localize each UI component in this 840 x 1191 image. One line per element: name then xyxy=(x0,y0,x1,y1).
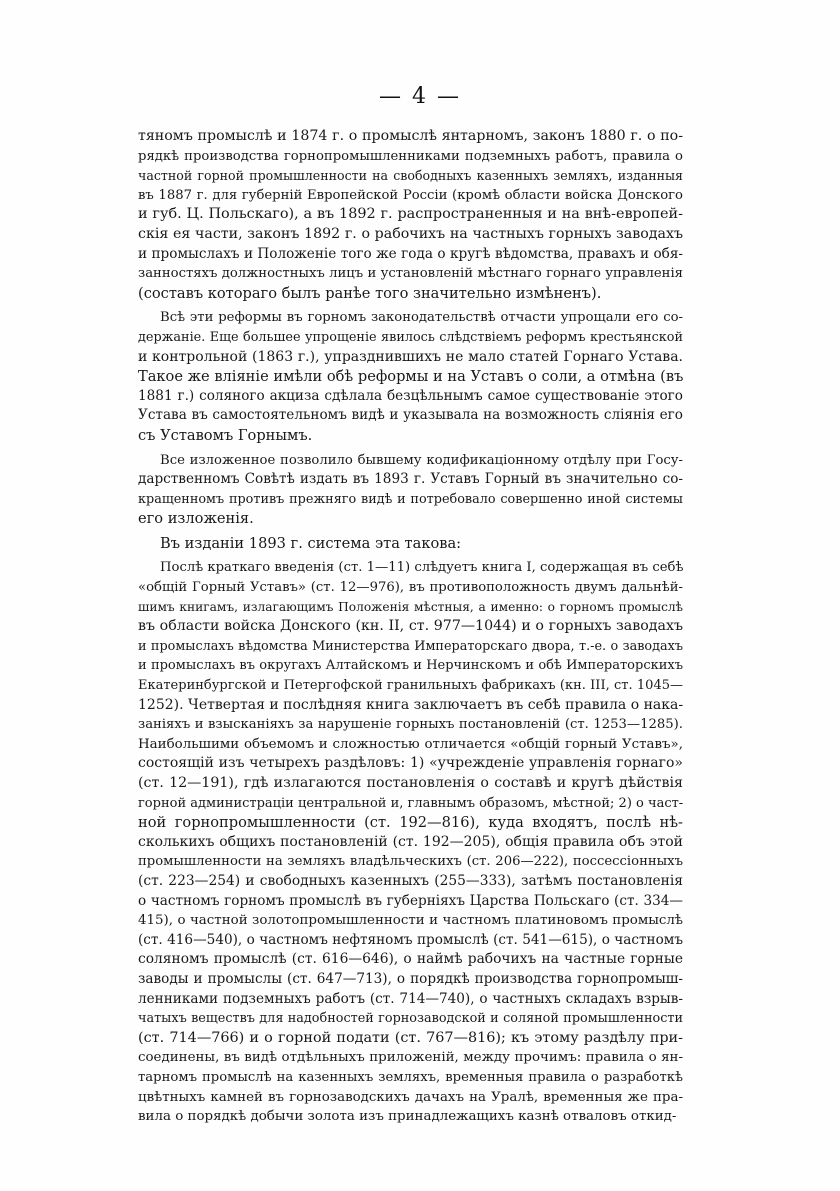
text-line: занностяхъ должностныхъ лицъ и установленій мѣстнаго горнаго управленія xyxy=(138,266,683,282)
text-line: кращенномъ противъ прежняго видѣ и потребовало совершенно иной системы xyxy=(138,491,683,507)
text-line: и губ. Ц. Польскаго), а въ 1892 г. распространенныя и на внѣ-европей- xyxy=(138,206,683,223)
paragraph-2 xyxy=(138,308,683,445)
text-line: ной горнопромышленности (ст. 192—816), куда входятъ, послѣ нѣ- xyxy=(138,814,683,832)
text-line: «общій Горный Уставъ» (ст. 12—976), въ противоположность двумъ дальнѣй- xyxy=(138,580,683,596)
text-line: цвѣтныхъ камней въ горнозаводскихъ дачахъ на Уралѣ, временныя же пра- xyxy=(138,1089,683,1105)
text-line: Устава въ самостоятельномъ видѣ и указывала на возможность слiянія его xyxy=(138,407,683,424)
text-line: Такое же вліяніе имѣли обѣ реформы и на Уставъ о соли, а отмѣна (въ xyxy=(138,368,683,386)
text-line: (ст. 223—254) и свободныхъ казенныхъ (255—333), затѣмъ постановленія xyxy=(138,872,683,889)
text-line: Екатеринбургской и Петергофской гранильныхъ фабрикахъ (кн. III, ст. 1045— xyxy=(138,678,683,694)
text-line: въ области войска Донского (кн. II, ст. 977—1044) и о горныхъ заводахъ xyxy=(138,618,683,635)
text-line: его изложенія. xyxy=(138,510,254,528)
text-line: Всѣ эти реформы въ горномъ законодательствѣ отчасти упрощали его со- xyxy=(160,310,683,326)
text-line: 415), о частной золотопромышленности и частномъ платиновомъ промыслѣ xyxy=(138,913,683,929)
text-line: состоящій изъ четырехъ раздѣловъ: 1) «учрежденіе управленія горнаго» xyxy=(138,755,683,772)
text-line: сколькихъ общихъ постановленій (ст. 192—205), общія правила объ этой xyxy=(138,833,683,850)
text-line: Послѣ краткаго введенія (ст. 1—11) слѣдуетъ книга I, содержащая въ себѣ xyxy=(160,560,683,576)
text-line: и промыслахъ вѣдомства Министерства Императорскаго двора, т.-е. о заводахъ xyxy=(138,638,683,654)
paragraph-1 xyxy=(138,127,683,303)
paragraph-5 xyxy=(138,558,683,1126)
text-line: держаніе. Еще большее упрощеніе явилось слѣдствіемъ реформъ крестьянской xyxy=(138,329,683,345)
text-line: 1881 г.) соляного акциза сдѣлала безцѣльнымъ самое существованіе этого xyxy=(138,387,683,404)
text-line: (ст. 714—766) и о горной подати (ст. 767—816); къ этому раздѣлу при- xyxy=(138,1029,683,1046)
text-line: рядкѣ производства горнопромышленниками подземныхъ работъ, правила о xyxy=(138,148,683,164)
text-line: тарномъ промыслѣ на казенныхъ земляхъ, временныя правила о разработкѣ xyxy=(138,1069,683,1085)
text-line: Въ изданіи 1893 г. система эта такова: xyxy=(160,534,462,552)
text-line: Наибольшими объемомъ и сложностью отличается «общій горный Уставъ», xyxy=(138,736,683,752)
text-line: соляномъ промыслѣ (ст. 616—646), о наймѣ рабочихъ на частные горные xyxy=(138,951,683,968)
text-line: съ Уставомъ Горнымъ. xyxy=(138,426,313,444)
paragraph-4 xyxy=(138,534,683,554)
text-line: шимъ книгамъ, излагающимъ Положенія мѣстныя, а именно: о горномъ промыслѣ xyxy=(138,599,683,614)
text-line: вила о порядкѣ добычи золота изъ принадлежащихъ казнѣ отваловъ откид- xyxy=(138,1109,677,1125)
text-line: (составъ котораго былъ ранѣе того значительно измѣненъ). xyxy=(138,284,602,302)
text-line: 1252). Четвертая и послѣдняя книга заключаетъ въ себѣ правила о нака- xyxy=(138,696,683,713)
text-line: (ст. 12—191), гдѣ излагаются постановленія о составѣ и кругѣ дѣйствія xyxy=(138,775,683,791)
body-text xyxy=(138,127,683,1127)
page-number: — 4 — xyxy=(379,84,461,109)
text-line: и контрольной (1863 г.), упразднившихъ не мало статей Горнаго Устава. xyxy=(138,348,683,365)
text-line: скія ея части, законъ 1892 г. о рабочихъ на частныхъ горныхъ заводахъ xyxy=(138,225,683,242)
text-line: тяномъ промыслѣ и 1874 г. о промыслѣ янтарномъ, законъ 1880 г. о по- xyxy=(138,128,683,144)
text-line: частной горной промышленности на свободныхъ казенныхъ земляхъ, изданныя xyxy=(138,168,683,184)
text-line: и промыслахъ въ округахъ Алтайскомъ и Нерчинскомъ и обѣ Императорскихъ xyxy=(138,658,683,674)
text-line: чатыхъ веществъ для надобностей горнозаводской и соляной промышленности xyxy=(138,1011,683,1027)
paragraph-3 xyxy=(138,451,683,529)
text-line: и промыслахъ и Положеніе того же года о кругѣ вѣдомства, правахъ и обя- xyxy=(138,245,683,262)
text-line: въ 1887 г. для губерній Европейской Россіи (кромѣ области войска Донского xyxy=(138,187,683,203)
text-line: горной администраціи центральной и, главнымъ образомъ, мѣстной; 2) о част- xyxy=(138,795,683,811)
text-line: (ст. 416—540), о частномъ нефтяномъ промыслѣ (ст. 541—615), о частномъ xyxy=(138,931,683,948)
text-line: о частномъ горномъ промыслѣ въ губерніяхъ Царства Польскаго (ст. 334— xyxy=(138,892,683,909)
text-line: дарственномъ Совѣтѣ издать въ 1893 г. Уставъ Горный въ значительно со- xyxy=(138,471,683,488)
text-line: заніяхъ и взысканіяхъ за нарушеніе горныхъ постановленій (ст. 1253—1285). xyxy=(138,717,683,733)
text-line: заводы и промыслы (ст. 647—713), о порядкѣ производства горнопромыш- xyxy=(138,970,683,987)
text-line: Все изложенное позволило бывшему кодификаціонному отдѣлу при Госу- xyxy=(160,452,683,468)
text-line: ленниками подземныхъ работъ (ст. 714—740), о частныхъ складахъ взрыв- xyxy=(138,990,683,1007)
text-line: соединены, въ видѣ отдѣльныхъ приложеній, между прочимъ: правила о ян- xyxy=(138,1050,683,1066)
text-line: промышленности на земляхъ владѣльческихъ (ст. 206—222), поссессіонныхъ xyxy=(138,854,683,870)
